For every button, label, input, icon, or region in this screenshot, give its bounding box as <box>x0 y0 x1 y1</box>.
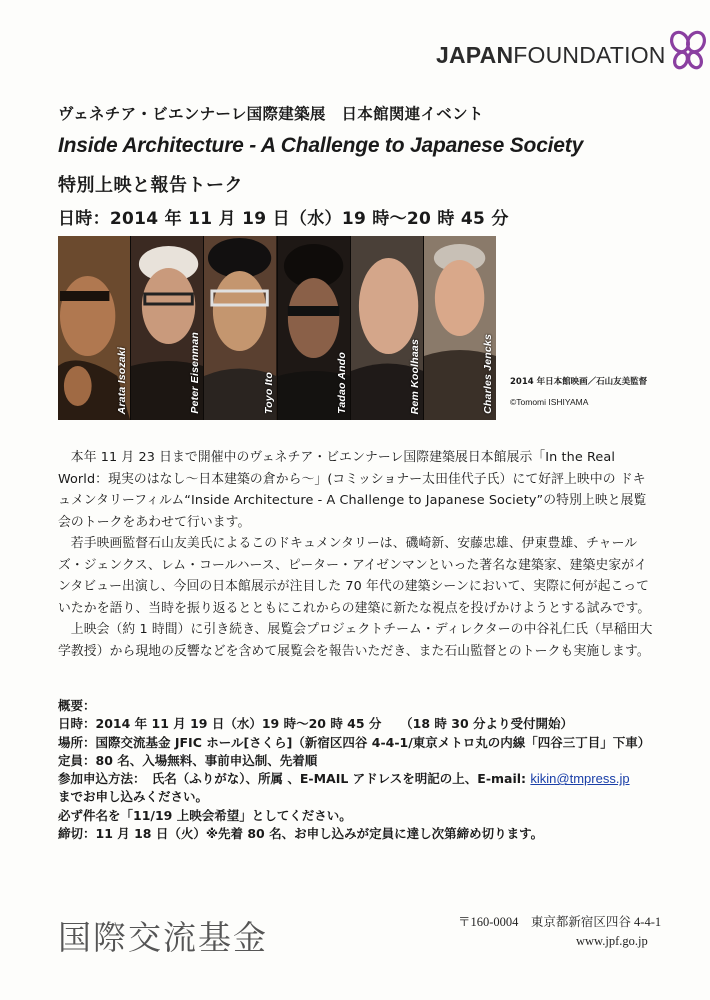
overview-datetime: 日時：2014 年 11 月 19 日（水）19 時〜20 時 45 分 （18 時 30 分より受付開始） <box>58 716 574 732</box>
application-text: 参加申込方法： 氏名（ふりがな）、所属 、E-MAIL アドレスを明記の上、E-mail: <box>58 771 531 787</box>
overview-capacity: 定員：80 名、入場無料、事前申込制、先着順 <box>58 752 318 768</box>
description-paragraph: 本年 11 月 23 日まで開催中のヴェネチア・ビエンナーレ国際建築展日本館展示「In the Real World：現実のはなし〜日本建築の倉から〜」(コミッショナー太田佳代子氏）にて好評上映中の ドキュメンタリーフィルム“Inside Architecture - A Challenge to Japanese Society”の特別上映と展覧会のトークをあわせて行います。 <box>58 450 647 530</box>
overview-application <box>58 770 668 788</box>
architect-name: Rem Koolhaas <box>408 338 421 414</box>
photo-credit-film: 2014 年日本館映画／石山友美監督 <box>510 377 648 387</box>
footer-address: 〒160-0004 東京都新宿区四谷 4-4-1 <box>458 915 662 929</box>
architect-name: Arata Isozaki <box>116 346 129 414</box>
japan-foundation-logo <box>436 36 708 74</box>
portrait-photo <box>131 236 204 420</box>
overview-application-cont: までお申し込みください。 <box>58 789 209 805</box>
portrait-photo <box>58 236 131 420</box>
portrait-photo <box>424 236 496 420</box>
logo-text-bold: JAPAN <box>436 41 514 68</box>
architect-name: Tadao Ando <box>335 352 348 414</box>
architect-name: Charles Jencks <box>482 334 495 414</box>
event-description <box>58 447 656 662</box>
footer-org-name: 国際交流基金 <box>58 918 268 957</box>
description-paragraph: 上映会（約 1 時間）に引き続き、展覧会プロジェクトチーム・ディレクターの中谷礼仁氏（早稲田大学教授）から現地の反響などを含めて展覧会を報告いただき、また石山監督とのトークも実施します。 <box>58 622 653 659</box>
architect-photo-strip <box>58 236 496 420</box>
application-email-link[interactable]: kikin@tmpress.jp <box>530 771 630 787</box>
event-date: 日時：2014 年 11 月 19 日（水）19 時〜20 時 45 分 <box>58 209 509 229</box>
architect-name: Toyo Ito <box>262 371 275 414</box>
photo-credit-copyright: ©Tomomi ISHIYAMA <box>510 397 589 407</box>
description-paragraph: 若手映画監督石山友美氏によるこのドキュメンタリーは、磯崎新、安藤忠雄、伊東豊雄、チャールズ・ジェンクス、レム・コールハース、ピーター・アイゼンマンといった著名な建築家、建築史家がインタビュー出演し、今回の日本館展示が注目した 70 年代の建築シーンにおいて、実際に何が起こっていたかを語り、当時を振り返るとともにこれからの建築に新たな視点を投げかけようとする試みです。 <box>58 536 651 616</box>
portrait-photo <box>204 236 277 420</box>
film-title-english: Inside Architecture - A Challenge to Japanese Society <box>58 134 584 157</box>
portrait-photo <box>351 236 424 420</box>
overview-venue: 場所：国際交流基金 JFIC ホール[さくら]（新宿区四谷 4-4-1/東京メトロ丸の内線「四谷三丁目」下車） <box>58 734 651 750</box>
footer-url: www.jpf.go.jp <box>576 934 648 948</box>
butterfly-logo-icon <box>668 28 708 74</box>
event-subtitle: ヴェネチア・ビエンナーレ国際建築展 日本館関連イベント <box>58 105 484 123</box>
event-title-japanese: 特別上映と報告トーク <box>58 175 243 196</box>
overview-heading: 概要： <box>58 698 96 713</box>
logo-text <box>436 42 666 69</box>
portrait-photo <box>278 236 351 420</box>
overview-subject: 必ず件名を「11/19 上映会希望」としてください。 <box>58 807 352 823</box>
footer-contact <box>458 913 661 951</box>
event-overview <box>58 697 668 843</box>
overview-deadline: 締切：11 月 18 日（火）※先着 80 名、お申し込みが定員に達し次第締め切ります。 <box>58 826 544 842</box>
architect-name: Peter Eisenman <box>189 332 202 414</box>
logo-text-light: FOUNDATION <box>513 41 666 68</box>
